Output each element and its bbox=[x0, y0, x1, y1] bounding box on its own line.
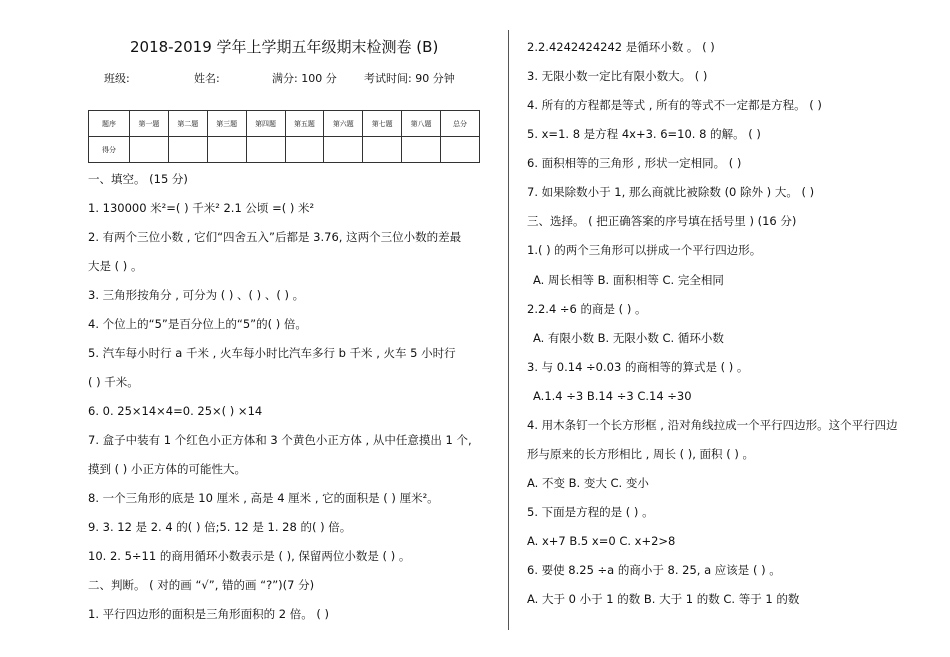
answer-options: A. 有限小数 B. 无限小数 C. 循环小数 bbox=[533, 331, 724, 345]
time-label: 考试时间: 90 分钟 bbox=[364, 72, 455, 85]
question-text: 3. 与 0.14 ÷0.03 的商相等的算式是 ( ) 。 bbox=[527, 360, 749, 374]
question-text: 形与原来的长方形相比 , 周长 ( ), 面积 ( ) 。 bbox=[527, 447, 754, 461]
question-text: 7. 盒子中装有 1 个红色小正方体和 3 个黄色小正方体 , 从中任意摸出 1 个, bbox=[88, 433, 472, 447]
question-text: 5. 汽车每小时行 a 千米 , 火车每小时比汽车多行 b 千米 , 火车 5 小时行 bbox=[88, 346, 456, 360]
answer-options: A.1.4 ÷3 B.14 ÷3 C.14 ÷30 bbox=[533, 389, 692, 403]
class-label: 班级: bbox=[104, 72, 130, 85]
question-text: 2.2.4242424242 是循环小数 。 ( ) bbox=[527, 40, 715, 54]
table-header-cell: 总分 bbox=[441, 111, 480, 137]
question-text: 5. x=1. 8 是方程 4x+3. 6=10. 8 的解。 ( ) bbox=[527, 127, 761, 141]
question-text: 5. 下面是方程的是 ( ) 。 bbox=[527, 505, 654, 519]
table-row-label: 得分 bbox=[89, 137, 130, 163]
score-table-score-row bbox=[89, 137, 480, 163]
question-text: 7. 如果除数小于 1, 那么商就比被除数 (0 除外 ) 大。 ( ) bbox=[527, 185, 815, 199]
question-text: 1. 130000 米²=( ) 千米² 2.1 公顷 =( ) 米² bbox=[88, 201, 315, 215]
table-header-cell: 第二题 bbox=[168, 111, 207, 137]
section-heading-choice: 三、选择。 ( 把正确答案的序号填在括号里 ) (16 分) bbox=[527, 214, 797, 228]
table-header-cell: 第五题 bbox=[285, 111, 324, 137]
question-text: 3. 三角形按角分 , 可分为 ( ) 、( ) 、( ) 。 bbox=[88, 288, 305, 302]
score-cell[interactable] bbox=[130, 137, 169, 163]
table-header-cell: 第三题 bbox=[207, 111, 246, 137]
question-text: 1.( ) 的两个三角形可以拼成一个平行四边形。 bbox=[527, 243, 762, 257]
score-table bbox=[88, 110, 480, 163]
table-header-cell: 第八题 bbox=[402, 111, 441, 137]
score-cell[interactable] bbox=[441, 137, 480, 163]
question-text: ( ) 千米。 bbox=[88, 375, 139, 389]
question-text: 6. 0. 25×14×4=0. 25×( ) ×14 bbox=[88, 404, 263, 418]
answer-options: A. x+7 B.5 x=0 C. x+2>8 bbox=[527, 534, 676, 548]
question-text: 2.2.4 ÷6 的商是 ( ) 。 bbox=[527, 302, 647, 316]
section-heading-judge: 二、判断。 ( 对的画 “√”, 错的画 “?”)(7 分) bbox=[88, 578, 315, 592]
exam-title: 2018-2019 学年上学期五年级期末检测卷 (B) bbox=[130, 38, 439, 56]
score-cell[interactable] bbox=[207, 137, 246, 163]
answer-options: A. 不变 B. 变大 C. 变小 bbox=[527, 476, 649, 490]
question-text: 4. 所有的方程都是等式 , 所有的等式不一定都是方程。 ( ) bbox=[527, 98, 822, 112]
score-cell[interactable] bbox=[285, 137, 324, 163]
table-header-cell: 第四题 bbox=[246, 111, 285, 137]
score-cell[interactable] bbox=[324, 137, 363, 163]
question-text: 6. 要使 8.25 ÷a 的商小于 8. 25, a 应该是 ( ) 。 bbox=[527, 563, 781, 577]
score-cell[interactable] bbox=[168, 137, 207, 163]
score-cell[interactable] bbox=[402, 137, 441, 163]
section-heading-fill-in: 一、填空。 (15 分) bbox=[88, 172, 188, 186]
answer-options: A. 周长相等 B. 面积相等 C. 完全相同 bbox=[533, 273, 724, 287]
table-header-cell: 第七题 bbox=[363, 111, 402, 137]
score-cell[interactable] bbox=[246, 137, 285, 163]
answer-options: A. 大于 0 小于 1 的数 B. 大于 1 的数 C. 等于 1 的数 bbox=[527, 592, 800, 606]
question-text: 3. 无限小数一定比有限小数大。 ( ) bbox=[527, 69, 708, 83]
question-text: 大是 ( ) 。 bbox=[88, 259, 143, 273]
score-label: 满分: 100 分 bbox=[272, 72, 337, 85]
table-header-cell: 第一题 bbox=[130, 111, 169, 137]
name-label: 姓名: bbox=[194, 72, 220, 85]
question-text: 4. 个位上的“5”是百分位上的“5”的( ) 倍。 bbox=[88, 317, 307, 331]
question-text: 摸到 ( ) 小正方体的可能性大。 bbox=[88, 462, 246, 476]
score-table-header-row bbox=[89, 111, 480, 137]
question-text: 9. 3. 12 是 2. 4 的( ) 倍;5. 12 是 1. 28 的( ) 倍。 bbox=[88, 520, 352, 534]
question-text: 4. 用木条钉一个长方形框 , 沿对角线拉成一个平行四边形。这个平行四边 bbox=[527, 418, 898, 432]
table-header-cell: 题序 bbox=[89, 111, 130, 137]
question-text: 1. 平行四边形的面积是三角形面积的 2 倍。 ( ) bbox=[88, 607, 330, 621]
question-text: 6. 面积相等的三角形 , 形状一定相同。 ( ) bbox=[527, 156, 742, 170]
question-text: 8. 一个三角形的底是 10 厘米 , 高是 4 厘米 , 它的面积是 ( ) 厘米²。 bbox=[88, 491, 439, 505]
column-divider bbox=[508, 30, 509, 630]
score-cell[interactable] bbox=[363, 137, 402, 163]
question-text: 2. 有两个三位小数 , 它们“四舍五入”后都是 3.76, 这两个三位小数的差最 bbox=[88, 230, 462, 244]
table-header-cell: 第六题 bbox=[324, 111, 363, 137]
question-text: 10. 2. 5÷11 的商用循环小数表示是 ( ), 保留两位小数是 ( ) 。 bbox=[88, 549, 411, 563]
